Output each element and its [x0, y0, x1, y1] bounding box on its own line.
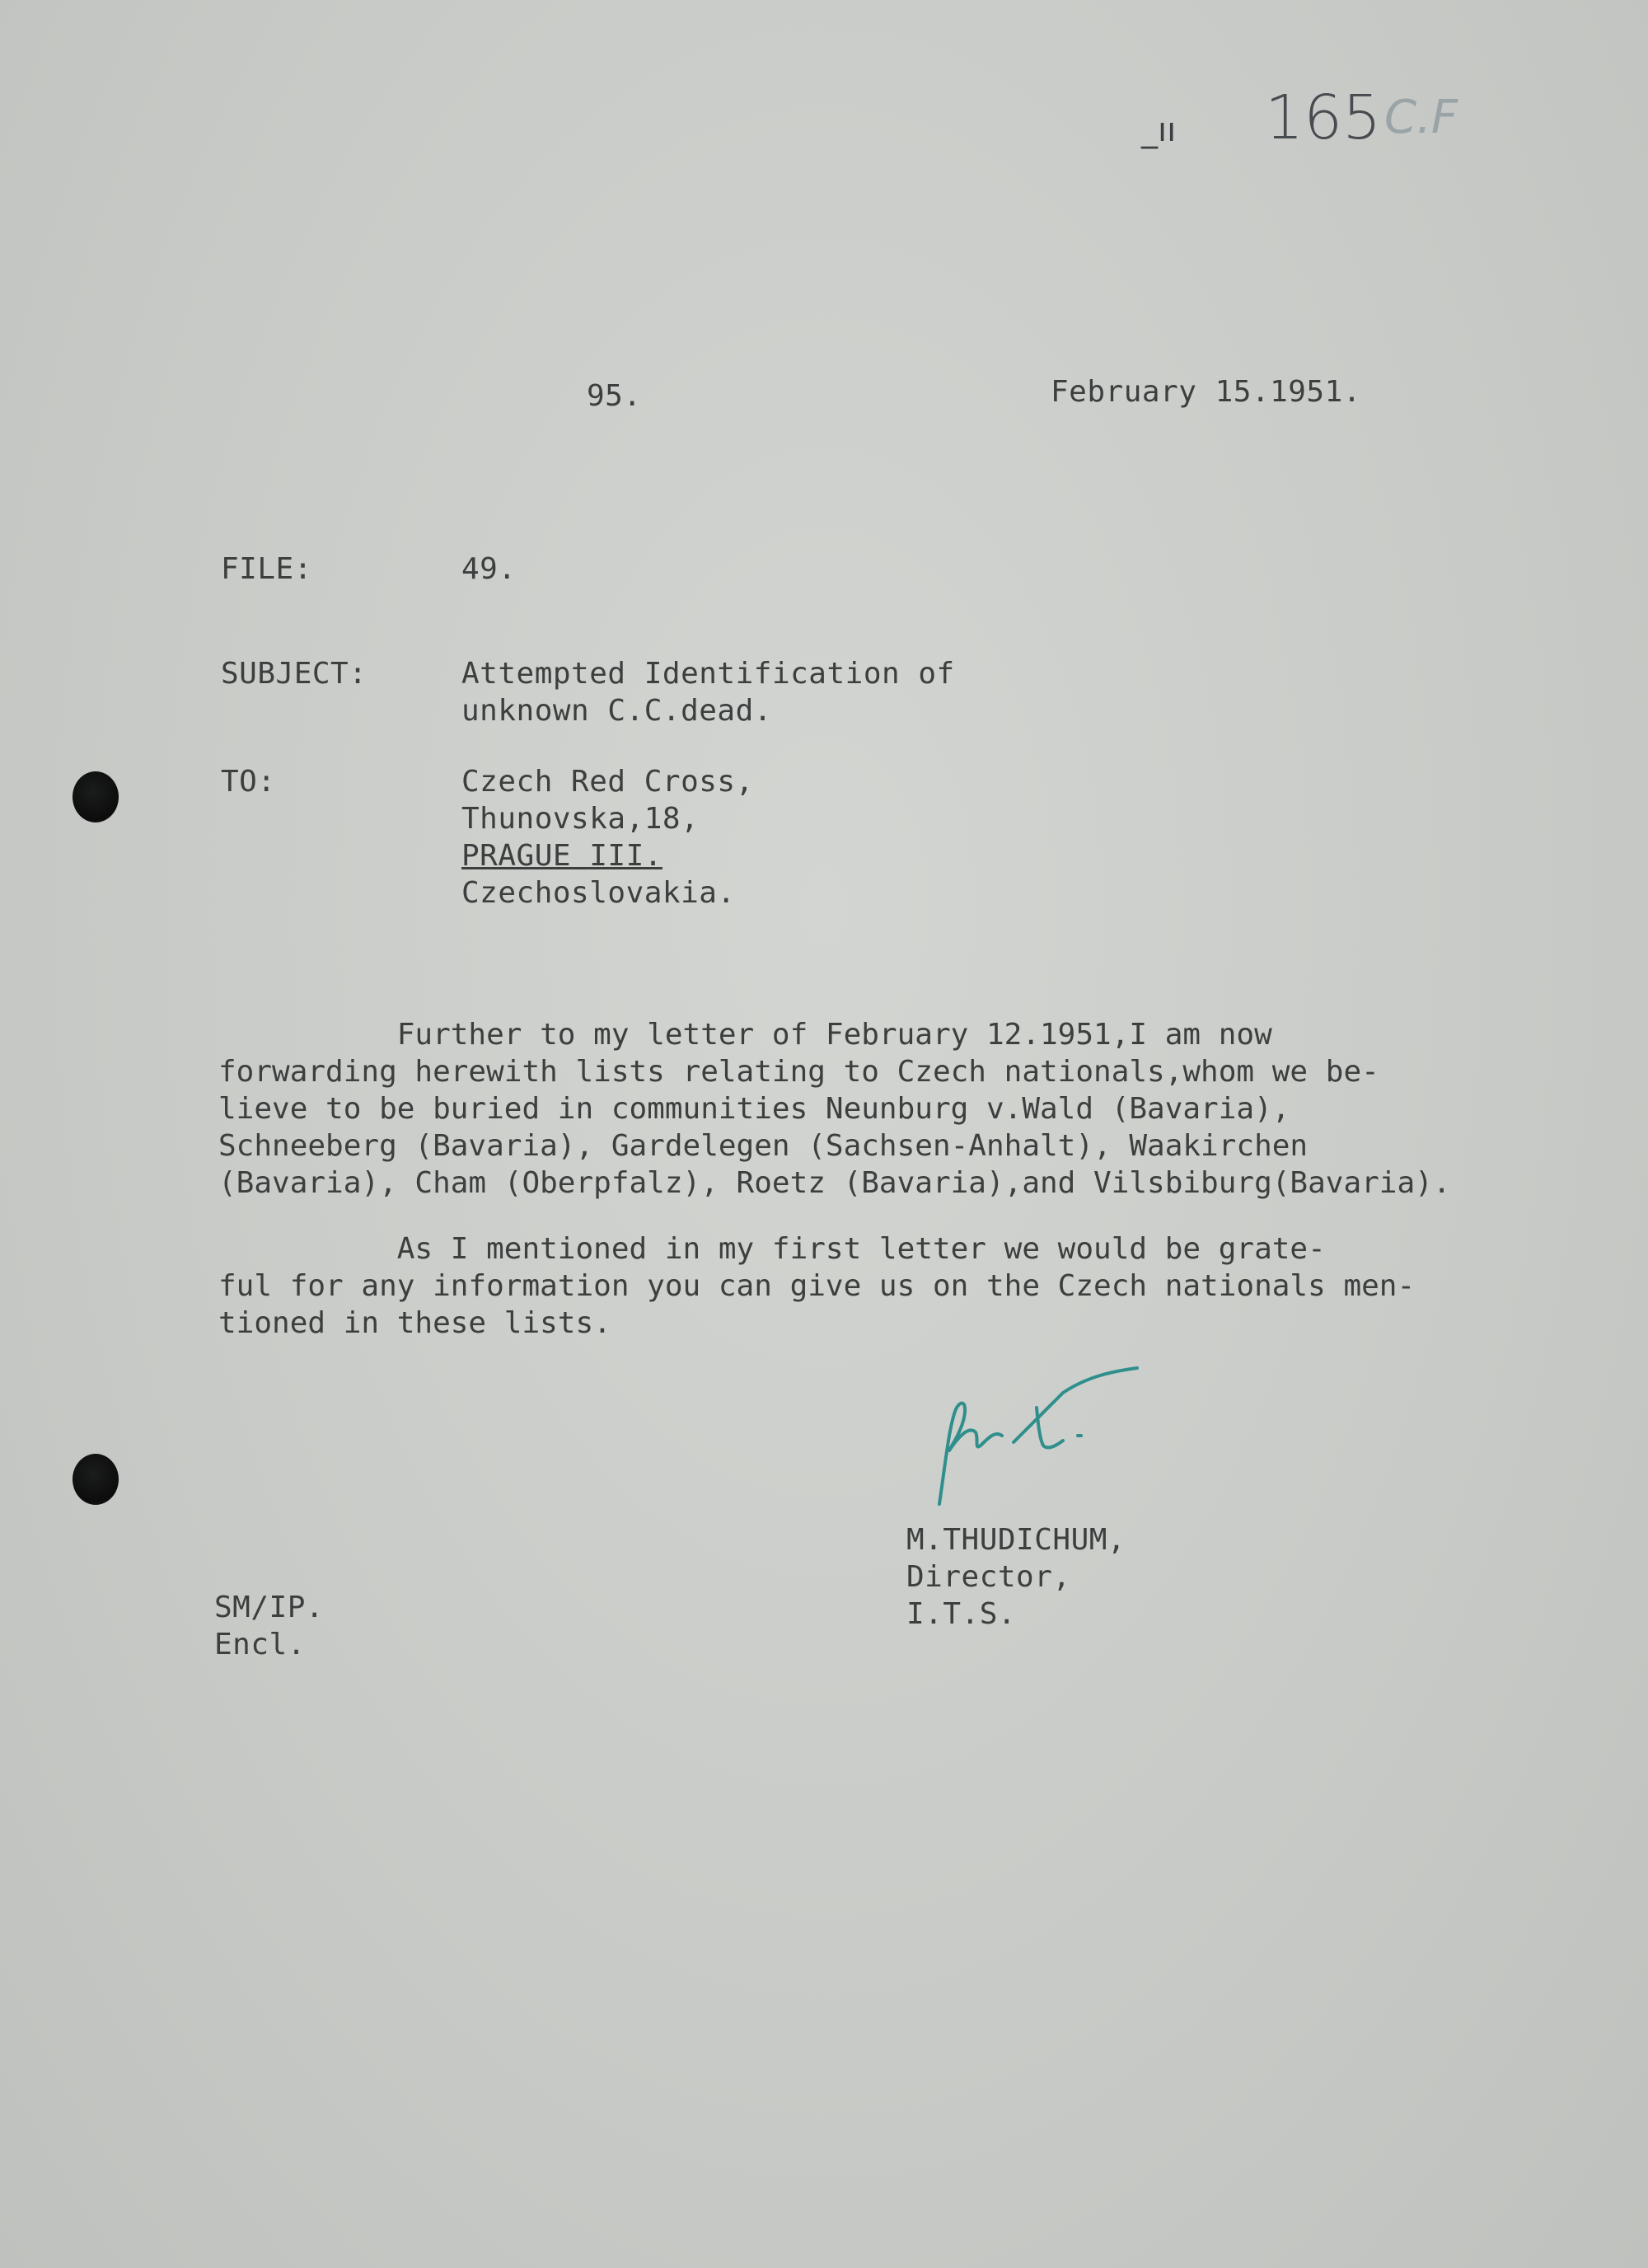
body-p1-line-2: forwarding herewith lists relating to Czech nationals,whom we be-	[218, 1055, 1379, 1089]
signatory-org: I.T.S.	[906, 1597, 1017, 1631]
corner-number: 165	[1265, 82, 1382, 153]
reference-number: 95.	[587, 379, 642, 413]
signatory-name: M.THUDICHUM,	[906, 1523, 1126, 1557]
body-p1-line-5: (Bavaria), Cham (Oberpfalz), Roetz (Bavaria),and Vilsbiburg(Bavaria).	[218, 1166, 1451, 1200]
to-label: TO:	[221, 765, 276, 799]
body-p1-line-1: Further to my letter of February 12.1951,I am now	[218, 1018, 1272, 1052]
body-p2-line-3: tioned in these lists.	[218, 1306, 611, 1340]
subject-label: SUBJECT:	[221, 657, 368, 691]
file-label: FILE:	[221, 552, 312, 586]
corner-initials: C.F	[1384, 91, 1458, 144]
body-p1-line-4: Schneeberg (Bavaria), Gardelegen (Sachsen-Anhalt), Waakirchen	[218, 1129, 1309, 1163]
body-p2-line-1: As I mentioned in my first letter we would be grate-	[218, 1232, 1326, 1266]
punch-hole-bottom	[73, 1454, 119, 1505]
body-p1-line-3: lieve to be buried in communities Neunburg v.Wald (Bavaria),	[218, 1092, 1290, 1126]
subject-line-1: Attempted Identification of	[461, 657, 955, 691]
file-value: 49.	[461, 552, 517, 586]
typist-initials: SM/IP.	[214, 1591, 325, 1624]
to-line-1: Czech Red Cross,	[461, 765, 754, 799]
body-p2-line-2: ful for any information you can give us on the Czech nationals men-	[218, 1269, 1416, 1303]
enclosure-note: Encl.	[214, 1628, 306, 1661]
to-line-2: Thunovska,18,	[461, 802, 700, 836]
to-line-3: PRAGUE III.	[461, 839, 662, 873]
punch-hole-top	[73, 771, 119, 822]
subject-line-2: unknown C.C.dead.	[461, 694, 772, 728]
to-line-4: Czechoslovakia.	[461, 876, 736, 910]
signatory-title: Director,	[906, 1560, 1071, 1594]
letter-date: February 15.1951.	[1051, 375, 1361, 409]
handwritten-signature	[931, 1360, 1145, 1508]
corner-dash: _ıı	[1141, 111, 1177, 149]
